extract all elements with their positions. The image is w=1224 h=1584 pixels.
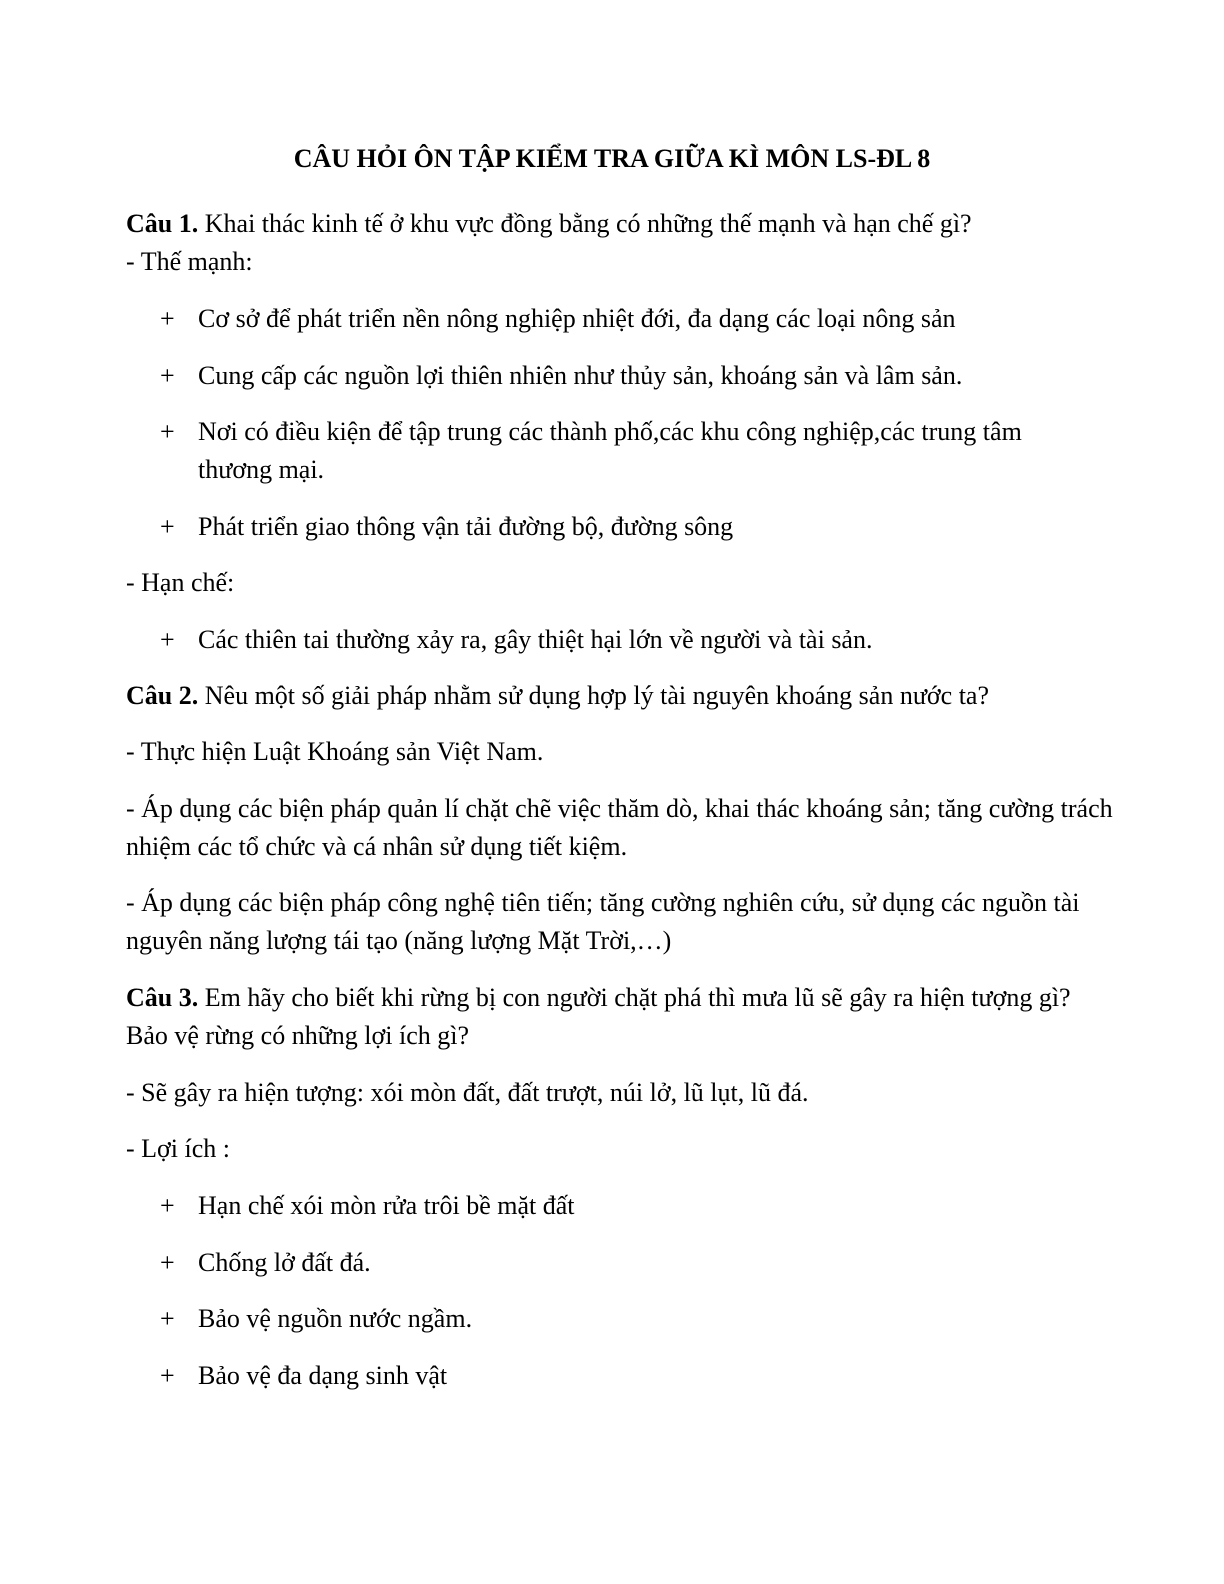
bullet-mark: +: [160, 361, 175, 390]
list-item-text: Phát triển giao thông vận tải đường bộ, đường sông: [198, 512, 734, 541]
document-title: CÂU HỎI ÔN TẬP KIỂM TRA GIỮA KÌ MÔN LS-ĐL 8: [293, 144, 931, 173]
question-2: [126, 677, 1116, 715]
list-item: [160, 300, 1090, 338]
bullet-mark: +: [160, 512, 175, 541]
question-1-text: Khai thác kinh tế ở khu vực đồng bằng có những thế mạnh và hạn chế gì?: [198, 209, 972, 238]
bullet-mark: +: [160, 1191, 175, 1220]
list-item: [160, 508, 1090, 546]
effects-paragraph: - Sẽ gây ra hiện tượng: xói mòn đất, đất trượt, núi lở, lũ lụt, lũ đá.: [126, 1078, 809, 1107]
bullet-mark: +: [160, 417, 175, 446]
answer-paragraph: - Áp dụng các biện pháp công nghệ tiên tiến; tăng cường nghiên cứu, sử dụng các nguồn tài nguyên năng lượng tái tạo (năng lượng Mặt Trời,…): [126, 888, 1080, 955]
answer-paragraph: - Thực hiện Luật Khoáng sản Việt Nam.: [126, 737, 544, 766]
list-item-text: Cơ sở để phát triển nền nông nghiệp nhiệt đới, đa dạng các loại nông sản: [198, 304, 956, 333]
answer-paragraph: - Áp dụng các biện pháp quản lí chặt chẽ việc thăm dò, khai thác khoáng sản; tăng cường trách nhiệm các tổ chức và cá nhân sử dụng tiết kiệm.: [126, 794, 1113, 861]
list-item-text: Các thiên tai thường xảy ra, gây thiệt hại lớn về người và tài sản.: [198, 625, 873, 654]
list-item-text: Bảo vệ đa dạng sinh vật: [198, 1361, 448, 1390]
list-item-text: Cung cấp các nguồn lợi thiên nhiên như thủy sản, khoáng sản và lâm sản.: [198, 361, 963, 390]
question-1-label: Câu 1.: [126, 209, 199, 238]
list-item: [160, 1357, 1090, 1395]
benefits-heading: - Lợi ích :: [126, 1134, 230, 1163]
list-item: [160, 357, 1090, 395]
list-item: [160, 621, 1090, 659]
list-item-text: Nơi có điều kiện để tập trung các thành phố,các khu công nghiệp,các trung tâm thương mại.: [198, 417, 1022, 484]
list-item: [160, 1300, 1090, 1338]
strengths-heading: - Thế mạnh:: [126, 247, 253, 276]
list-item-text: Hạn chế xói mòn rửa trôi bề mặt đất: [198, 1191, 575, 1220]
list-item-text: Bảo vệ nguồn nước ngầm.: [198, 1304, 473, 1333]
question-2-text: Nêu một số giải pháp nhằm sử dụng hợp lý tài nguyên khoáng sản nước ta?: [198, 681, 990, 710]
question-3-text: Em hãy cho biết khi rừng bị con người chặt phá thì mưa lũ sẽ gây ra hiện tượng gì? Bảo vệ rừng có những lợi ích gì?: [126, 983, 1071, 1050]
list-item-text: Chống lở đất đá.: [198, 1248, 371, 1277]
list-item: [160, 1187, 1090, 1225]
bullet-mark: +: [160, 1304, 175, 1333]
question-1: [126, 205, 1116, 243]
list-item: [160, 1244, 1090, 1282]
bullet-mark: +: [160, 625, 175, 654]
limits-heading: - Hạn chế:: [126, 568, 235, 597]
list-item: [160, 413, 1090, 489]
bullet-mark: +: [160, 1248, 175, 1277]
question-2-label: Câu 2.: [126, 681, 199, 710]
question-3: [126, 979, 1116, 1055]
bullet-mark: +: [160, 1361, 175, 1390]
bullet-mark: +: [160, 304, 175, 333]
question-3-label: Câu 3.: [126, 983, 199, 1012]
